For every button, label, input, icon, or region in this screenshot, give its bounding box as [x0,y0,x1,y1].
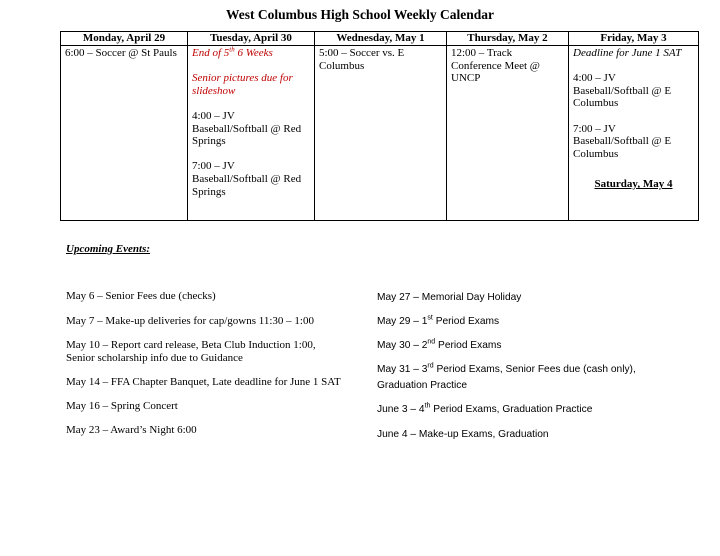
calendar-header-row [61,32,699,46]
list-item: May 16 – Spring Concert [66,400,178,412]
event-text: May 29 – 1 [377,316,428,327]
event-text: Period Exams [435,340,502,351]
wednesday-cell [315,46,447,221]
day-header-monday: Monday, April 29 [61,32,188,46]
event-item: 5:00 – Soccer vs. E Columbus [319,47,405,72]
list-item-line: Graduation Practice [377,379,468,391]
ordinal-suffix: st [427,314,433,322]
list-item [377,339,501,353]
list-item-line [377,363,636,377]
ordinal-suffix: th [424,402,431,410]
list-item: May 27 – Memorial Day Holiday [377,292,522,303]
event-text: End of 5 [192,47,230,59]
event-text: June 3 – 4 [377,404,425,415]
page-title: West Columbus High School Weekly Calendar [226,7,494,22]
event-text: Period Exams, Graduation Practice [430,404,593,415]
event-text: May 31 – 3 [377,364,428,375]
day-header-tuesday: Tuesday, April 30 [188,32,315,46]
list-item-line: Senior scholarship info due to Guidance [66,352,243,364]
list-item-line: May 10 – Report card release, Beta Club Induction 1:00, [66,339,316,351]
ordinal-suffix: th [229,45,235,54]
list-item: May 23 – Award’s Night 6:00 [66,424,197,436]
event-item: 7:00 – JV Baseball/Softball @ Red Springs [192,160,302,198]
calendar-events-row [61,46,699,221]
weekly-calendar-table [60,31,699,221]
event-item: 4:00 – JV Baseball/Softball @ Red Springs [192,109,302,148]
list-item [66,339,316,365]
list-item: June 4 – Make-up Exams, Graduation [377,429,549,440]
event-item: 4:00 – JV Baseball/Softball @ E Columbus [573,72,672,110]
day-header-friday: Friday, May 3 [569,32,699,46]
ordinal-suffix: nd [427,338,436,346]
thursday-cell [447,46,569,221]
event-text: Period Exams, Senior Fees due (cash only), [433,364,636,375]
day-header-thursday: Thursday, May 2 [447,32,569,46]
day-header-wednesday: Wednesday, May 1 [315,32,447,46]
upcoming-events-heading: Upcoming Events: [66,243,151,255]
ordinal-suffix: rd [427,362,434,370]
tuesday-cell [188,46,315,221]
list-item [377,315,499,329]
event-text: May 30 – 2 [377,340,428,351]
list-item [377,363,636,392]
event-item: 7:00 – JV Baseball/Softball @ E Columbus [573,122,672,160]
event-item: 6:00 – Soccer @ St Pauls [65,47,177,59]
friday-cell [569,46,699,221]
event-item: 12:00 – Track Conference Meet @ UNCP [451,47,540,85]
list-item [377,403,592,417]
list-item: May 14 – FFA Chapter Banquet, Late deadline for June 1 SAT [66,376,341,388]
event-item: Deadline for June 1 SAT [573,47,682,59]
event-text: Period Exams [432,316,500,327]
event-item [192,47,310,60]
event-text: 6 Weeks [234,47,273,59]
monday-cell [61,46,188,221]
list-item: May 7 – Make-up deliveries for cap/gowns 11:30 – 1:00 [66,315,314,327]
saturday-heading: Saturday, May 4 [594,178,673,191]
event-item: Senior pictures due for slideshow [192,72,293,97]
list-item: May 6 – Senior Fees due (checks) [66,290,216,302]
